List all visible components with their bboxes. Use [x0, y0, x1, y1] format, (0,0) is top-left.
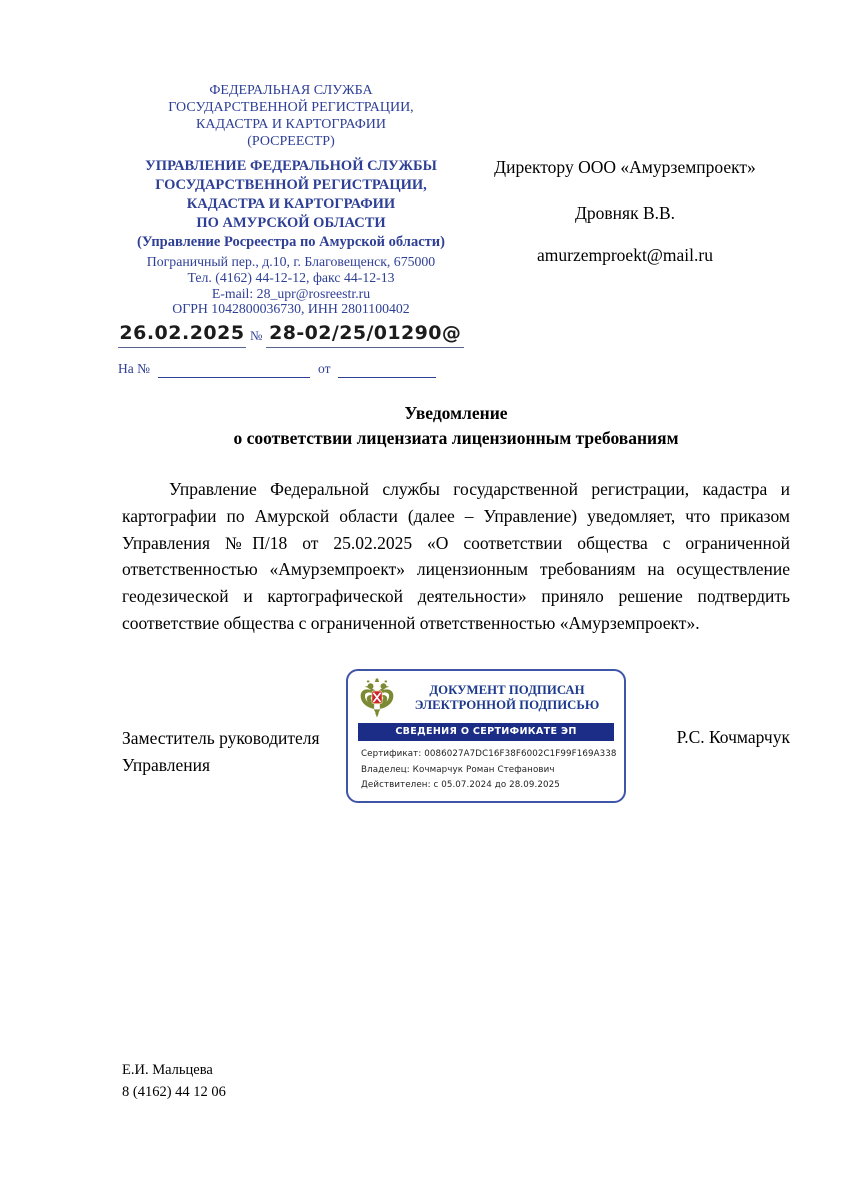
- reference-number-blank: [158, 362, 310, 378]
- org-name-line: (РОСРЕЕСТР): [247, 134, 335, 149]
- signer-position: [122, 725, 372, 779]
- document-title: [122, 401, 790, 451]
- executor-block: [122, 1059, 226, 1103]
- stamp-title-line: ЭЛЕКТРОННОЙ ПОДПИСЬЮ: [414, 698, 600, 712]
- reference-date-blank: [338, 362, 436, 378]
- addressee-email: amurzemproekt@mail.ru: [537, 245, 713, 265]
- email-address: E-mail: 28_upr@rosreestr.ru: [211, 285, 371, 301]
- org-name: [118, 82, 464, 150]
- department-short-name: (Управление Росреестра по Амурской области): [137, 234, 445, 250]
- certificate-info-bar: СВЕДЕНИЯ О СЕРТИФИКАТЕ ЭП: [358, 723, 614, 741]
- department-name-line: УПРАВЛЕНИЕ ФЕДЕРАЛЬНОЙ СЛУЖБЫ: [145, 158, 437, 174]
- electronic-signature-stamp: [346, 669, 626, 803]
- reference-number-row: [118, 361, 464, 378]
- department-name-line: КАДАСТРА И КАРТОГРАФИИ: [186, 196, 396, 212]
- outgoing-number-row: [118, 322, 464, 348]
- document-title-line: Уведомление: [404, 403, 508, 423]
- org-name-line: ГОСУДАРСТВЕННОЙ РЕГИСТРАЦИИ,: [168, 100, 414, 115]
- department-name: [118, 157, 464, 252]
- addressee-name: Дровняк В.В.: [574, 203, 676, 223]
- executor-phone: 8 (4162) 44 12 06: [122, 1084, 226, 1100]
- document-number: 28-02/25/01290@: [266, 322, 464, 348]
- org-name-line: КАДАСТРА И КАРТОГРАФИИ: [196, 117, 386, 132]
- stamp-title: [400, 683, 614, 714]
- addressee-position: Директору ООО «Амурземпроект»: [494, 157, 756, 177]
- document-date: 26.02.2025: [118, 322, 246, 348]
- stamp-header: [348, 671, 624, 719]
- department-name-line: ПО АМУРСКОЙ ОБЛАСТИ: [196, 215, 386, 231]
- signer-position-line: Заместитель руководителя: [122, 728, 320, 748]
- phone-fax: Тел. (4162) 44-12-12, факс 44-12-13: [187, 269, 395, 285]
- executor-name: Е.И. Мальцева: [122, 1062, 213, 1078]
- signer-name: Р.С. Кочмарчук: [676, 727, 790, 747]
- document-title-line: о соответствии лицензиата лицензионным требованиям: [233, 428, 679, 448]
- department-name-line: ГОСУДАРСТВЕННОЙ РЕГИСТРАЦИИ,: [155, 177, 427, 193]
- contact-info: [118, 254, 464, 317]
- rosreestr-double-headed-eagle-icon: [358, 678, 396, 718]
- reference-prefix: На №: [118, 361, 150, 377]
- letterhead: [118, 82, 464, 378]
- ogrn-inn: ОГРН 1042800036730, ИНН 2801100402: [172, 301, 410, 317]
- certificate-details: [361, 749, 624, 790]
- org-name-line: ФЕДЕРАЛЬНАЯ СЛУЖБА: [209, 83, 373, 98]
- reference-from-label: от: [318, 361, 331, 377]
- number-sign: №: [250, 328, 263, 344]
- addressee-block: [452, 156, 798, 290]
- body-paragraph: Управление Федеральной службы государственной регистрации, кадастра и картографии по Амурской области (далее – Управление) уведомляет, что приказом Управления №П/18 от 25.02.2025 «О соответствии общества с ограниченной ответственностью «Амурземпроект» лицензионным требованиям на осуществление геодезической и картографической деятельности» приняло решение подтвердить соответствие общества с ограниченной ответственностью «Амурземпроект».: [122, 479, 790, 633]
- postal-address: Пограничный пер., д.10, г. Благовещенск, 675000: [146, 254, 436, 269]
- stamp-title-line: ДОКУМЕНТ ПОДПИСАН: [429, 682, 585, 697]
- certificate-owner: Владелец: Кочмарчук Роман Стефанович: [361, 764, 555, 775]
- certificate-validity: Действителен: с 05.07.2024 до 28.09.2025: [361, 780, 560, 790]
- certificate-number: Сертификат: 0086027A7DC16F38F6002C1F99F169A338: [361, 749, 617, 759]
- signer-position-line: Управления: [122, 755, 211, 775]
